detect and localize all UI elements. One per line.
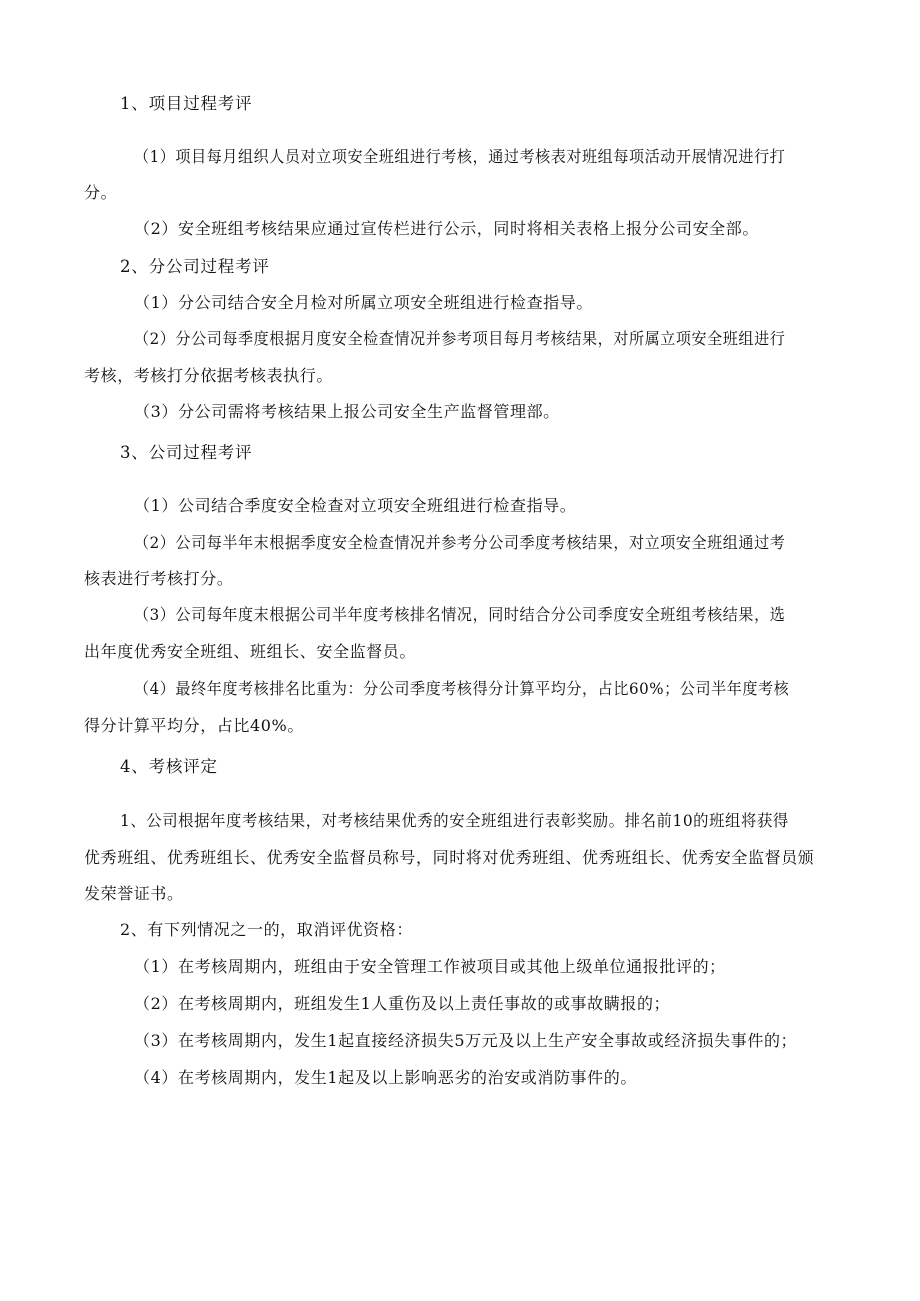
paragraph-line: 出年度优秀安全班组、班组长、安全监督员。 xyxy=(84,642,417,661)
paragraph-line: （3）在考核周期内，发生1起直接经济损失5万元及以上生产安全事故或经济损失事件的； xyxy=(134,1031,798,1050)
paragraph-line: （2）在考核周期内，班组发生1人重伤及以上责任事故的或事故瞒报的； xyxy=(134,994,671,1013)
paragraph-line: 1、公司根据年度考核结果，对考核结果优秀的安全班组进行表彰奖励。排名前10的班组将获得 xyxy=(120,811,789,830)
paragraph-line: （1）公司结合季度安全检查对立项安全班组进行检查指导。 xyxy=(134,496,577,515)
paragraph-line: 核表进行考核打分。 xyxy=(84,569,234,588)
paragraph-line: （4）最终年度考核排名比重为：分公司季度考核得分计算平均分，占比60%；公司半年度考核 xyxy=(134,679,790,698)
paragraph-line: （2）安全班组考核结果应通过宣传栏进行公示，同时将相关表格上报分公司安全部。 xyxy=(134,219,759,238)
paragraph-line: （3）公司每年度末根据公司半年度考核排名情况，同时结合分公司季度安全班组考核结果，选 xyxy=(134,605,786,624)
paragraph-line: （2）分公司每季度根据月度安全检查情况并参考项目每月考核结果，对所属立项安全班组进行 xyxy=(134,329,786,348)
paragraph-line: 发荣誉证书。 xyxy=(84,884,184,903)
section-heading-3: 3、公司过程考评 xyxy=(120,443,253,462)
paragraph-line: （1）分公司结合安全月检对所属立项安全班组进行检查指导。 xyxy=(134,293,593,312)
paragraph-line: 优秀班组、优秀班组长、优秀安全监督员称号，同时将对优秀班组、优秀班组长、优秀安全监督员颁 xyxy=(84,848,815,867)
paragraph-line: 考核，考核打分依据考核表执行。 xyxy=(84,366,334,385)
paragraph-line: 得分计算平均分，占比40%。 xyxy=(84,716,304,735)
paragraph-line: （3）分公司需将考核结果上报公司安全生产监督管理部。 xyxy=(134,402,560,421)
section-heading-1: 1、项目过程考评 xyxy=(120,94,253,113)
paragraph-line: （2）公司每半年末根据季度安全检查情况并参考分公司季度考核结果，对立项安全班组通过考 xyxy=(134,533,786,552)
paragraph-line: 2、有下列情况之一的，取消评优资格： xyxy=(120,920,413,939)
paragraph-line: 分。 xyxy=(84,183,118,202)
paragraph-line: （1）在考核周期内，班组由于安全管理工作被项目或其他上级单位通报批评的； xyxy=(134,957,726,976)
paragraph-line: （1）项目每月组织人员对立项安全班组进行考核，通过考核表对班组每项活动开展情况进行打 xyxy=(134,147,786,166)
section-heading-2: 2、分公司过程考评 xyxy=(120,257,270,276)
paragraph-line: （4）在考核周期内，发生1起及以上影响恶劣的治安或消防事件的。 xyxy=(134,1068,637,1087)
section-heading-4: 4、考核评定 xyxy=(120,757,218,776)
